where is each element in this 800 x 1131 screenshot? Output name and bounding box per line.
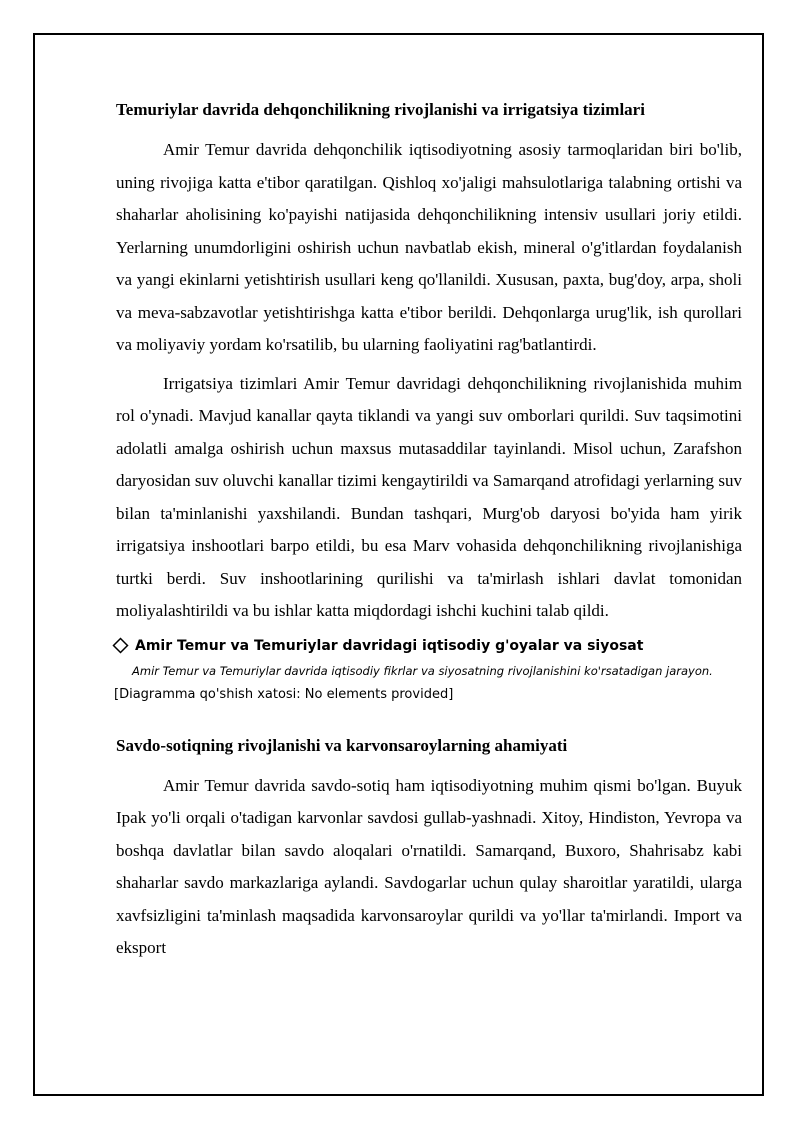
diagram-block	[116, 636, 742, 704]
paragraph: Amir Temur davrida savdo-sotiq ham iqtisodiyotning muhim qismi bo'lgan. Buyuk Ipak yo'li orqali o'tadigan karvonlar savdosi gullab-yashnadi. Xitoy, Hindiston, Yevropa va boshqa davlatlar bilan savdo aloqalari o'rnatildi. Samarqand, Buxoro, Shahrisabz kabi shaharlar savdo markazlariga aylandi. Savdogarlar uchun qulay sharoitlar yaratildi, ularga xavfsizligini ta'minlash maqsadida karvonsaroylar qurildi va yo'llar ta'mirlandi. Import va eksport	[116, 775, 742, 957]
section-title: Temuriylar davrida dehqonchilikning rivojlanishi va irrigatsiya tizimlari	[116, 100, 645, 119]
diagram-error-message: [Diagramma qo'shish xatosi: No elements provided]	[114, 686, 454, 702]
diamond-icon	[112, 637, 129, 654]
diagram-title: Amir Temur va Temuriylar davridagi iqtisodiy g'oyalar va siyosat	[135, 637, 644, 654]
section-title: Savdo-sotiqning rivojlanishi va karvonsaroylarning ahamiyati	[116, 735, 568, 755]
diagram-title-row	[112, 636, 742, 656]
paragraph: Amir Temur davrida dehqonchilik iqtisodiyotning asosiy tarmoqlaridan biri bo'lib, uning rivojiga katta e'tibor qaratilgan. Qishloq xo'jaligi mahsulotlariga talabning ortishi va shaharlar aholisining ko'payishi natijasida dehqonchilikning intensiv usullari joriy etildi. Yerlarning unumdorligini oshirish uchun navbatlab ekish, mineral o'g'itlardan foydalanish va yangi ekinlarni yetishtirish usullari keng qo'llanildi. Xususan, paxta, bug'doy, arpa, sholi va meva-sabzavotlar yetishtirishga katta e'tibor berildi. Dehqonlarga urug'lik, ish qurollari va moliyaviy yordam ko'rsatilib, bu ularning faoliyatini rag'batlantirdi.	[116, 140, 742, 354]
document-body	[116, 96, 742, 971]
paragraph: Irrigatsiya tizimlari Amir Temur davridagi dehqonchilikning rivojlanishida muhim rol o'ynadi. Mavjud kanallar qayta tiklandi va yangi suv omborlari qurildi. Suv taqsimotini adolatli amalga oshirish uchun maxsus mutasaddilar tayinlandi. Misol uchun, Zarafshon daryosidan suv oluvchi kanallar tizimi kengaytirildi va Samarqand atrofidagi yerlarning suv bilan ta'minlanishi yaxshilandi. Bundan tashqari, Murg'ob daryosi bo'yida ham yirik irrigatsiya inshootlari barpo etildi, bu esa Marv vohasida dehqonchilikning rivojlanishiga turtki berdi. Suv inshootlarining qurilishi va ta'mirlash ishlari davlat tomonidan moliyalashtirildi va bu ishlar katta miqdordagi ishchi kuchini talab qildi.	[116, 373, 742, 620]
diagram-subtitle: Amir Temur va Temuriylar davrida iqtisodiy fikrlar va siyosatning rivojlanishini ko'rsatadigan jarayon.	[132, 663, 713, 678]
